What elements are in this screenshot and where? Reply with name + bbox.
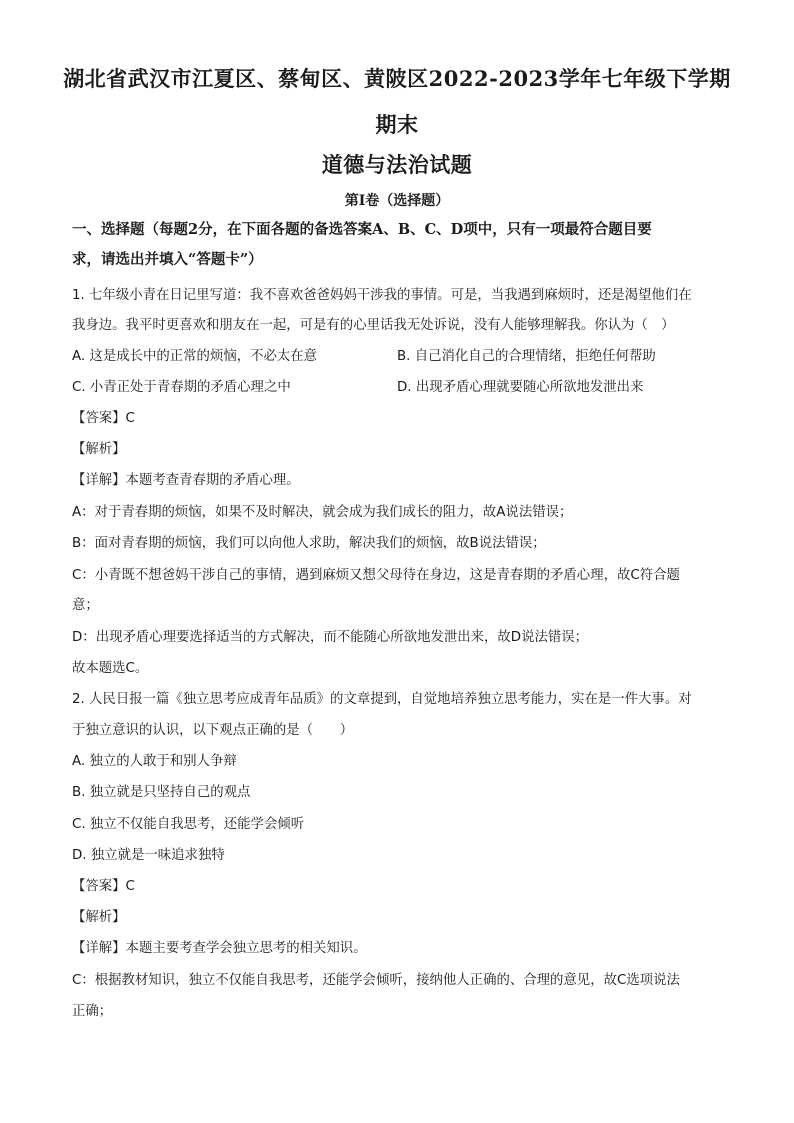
q1-analysis-label: 【解析】 — [72, 442, 126, 457]
exam-subject-title: 道德与法治试题 — [321, 152, 473, 177]
volume-heading: 第Ⅰ卷（选择题） — [344, 193, 450, 209]
section-heading-line1: 一、选择题（每题2分，在下面各题的备选答案A、B、C、D项中，只有一项最符合题目要 — [72, 221, 652, 238]
q2-expl-c-line2: 正确； — [72, 1004, 113, 1019]
q2-answer: 【答案】C — [72, 879, 135, 894]
q1-expl-b: B：面对青春期的烦恼，我们可以向他人求助，解决我们的烦恼，故B说法错误； — [72, 536, 546, 551]
q2-detail: 【详解】本题主要考查学会独立思考的相关知识。 — [72, 941, 367, 956]
q1-detail: 【详解】本题考查青春期的矛盾心理。 — [72, 473, 300, 488]
exam-title-line1: 湖北省武汉市江夏区、蔡甸区、黄陂区2022-2023学年七年级下学期 — [63, 66, 731, 91]
q1-expl-c-line2: 意； — [72, 598, 99, 613]
q2-option-a: A. 独立的人敢于和别人争辩 — [72, 754, 237, 769]
q1-expl-d: D：出现矛盾心理要选择适当的方式解决，而不能随心所欲地发泄出来，故D说法错误； — [72, 630, 589, 645]
q2-option-d: D. 独立就是一味追求独特 — [72, 848, 225, 863]
exam-title-line2: 期末 — [375, 112, 419, 137]
q2-option-b: B. 独立就是只坚持自己的观点 — [72, 785, 251, 800]
q1-expl-c-line1: C：小青既不想爸妈干涉自己的事情，遇到麻烦又想父母待在身边，这是青春期的矛盾心理，故C符合题 — [72, 568, 680, 583]
q2-expl-c-line1: C：根据教材知识，独立不仅能自我思考，还能学会倾听，接纳他人正确的、合理的意见，故C选项说法 — [72, 973, 680, 988]
q1-option-a: A. 这是成长中的正常的烦恼，不必太在意 — [72, 349, 318, 364]
q1-stem-line1: 1. 七年级小青在日记里写道：我不喜欢爸爸妈妈干涉我的事情。可是，当我遇到麻烦时，还是渴望他们在 — [72, 288, 692, 303]
q2-option-c: C. 独立不仅能自我思考，还能学会倾听 — [72, 817, 305, 832]
q1-option-c: C. 小青正处于青春期的矛盾心理之中 — [72, 380, 291, 395]
q2-analysis-label: 【解析】 — [72, 910, 126, 925]
q1-conclusion: 故本题选C。 — [72, 661, 149, 676]
q1-stem-line2: 我身边。我平时更喜欢和朋友在一起，可是有的心里话我无处诉说，没有人能够理解我。你认为（ ） — [72, 318, 675, 333]
q2-stem-line1: 2. 人民日报一篇《独立思考应成青年品质》的文章提到，自觉地培养独立思考能力，实在是一件大事。对 — [72, 692, 692, 707]
q2-stem-line2: 于独立意识的认识，以下观点正确的是（ ） — [72, 723, 354, 738]
q1-answer: 【答案】C — [72, 411, 135, 426]
q1-option-d: D. 出现矛盾心理就要随心所欲地发泄出来 — [397, 380, 644, 395]
section-heading-line2: 求，请选出并填入“答题卡”） — [72, 251, 263, 268]
q1-expl-a: A：对于青春期的烦恼，如果不及时解决，就会成为我们成长的阻力，故A说法错误； — [72, 505, 573, 520]
q1-option-b: B. 自己消化自己的合理情绪，拒绝任何帮助 — [397, 349, 656, 364]
